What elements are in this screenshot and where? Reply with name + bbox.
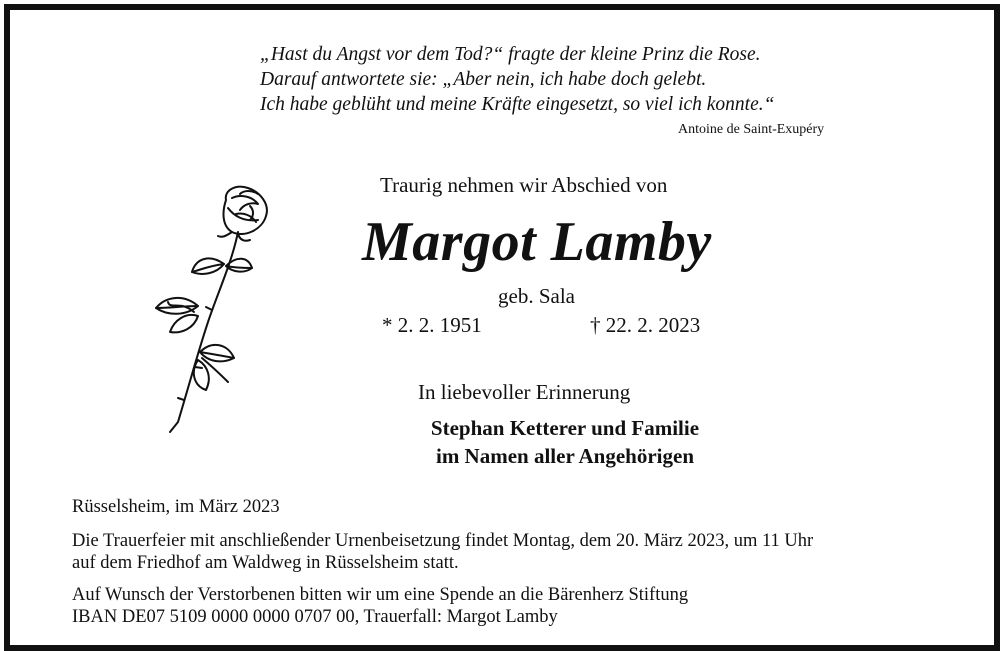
- deceased-name: Margot Lamby: [362, 211, 712, 273]
- funeral-info: [72, 530, 813, 574]
- quote-author: Antoine de Saint-Exupéry: [678, 122, 825, 137]
- birth-date: * 2. 2. 1951: [382, 313, 482, 337]
- rose-icon: [140, 182, 280, 442]
- mourner-line: im Namen aller Angehörigen: [435, 444, 694, 468]
- death-date: † 22. 2. 2023: [590, 313, 701, 337]
- quote-block: [260, 42, 900, 117]
- mourner-line: Stephan Ketterer und Familie: [430, 416, 700, 440]
- place-date: Rüsselsheim, im März 2023: [72, 497, 280, 517]
- farewell-intro: Traurig nehmen wir Abschied von: [380, 173, 668, 197]
- donation-line: Auf Wunsch der Verstorbenen bitten wir um eine Spende an die Bärenherz Stiftung: [72, 585, 689, 605]
- funeral-line: Die Trauerfeier mit anschließender Urnenbeisetzung findet Montag, dem 20. März 2023, um 11 Uhr: [72, 531, 814, 551]
- maiden-name: geb. Sala: [498, 284, 575, 308]
- quote-line: „Hast du Angst vor dem Tod?“ fragte der kleine Prinz die Rose.: [260, 44, 761, 65]
- obituary-notice: [4, 4, 1000, 651]
- memory-intro: In liebevoller Erinnerung: [418, 380, 631, 404]
- quote-line: Darauf antwortete sie: „Aber nein, ich habe doch gelebt.: [260, 69, 707, 90]
- donation-line: IBAN DE07 5109 0000 0000 0707 00, Trauerfall: Margot Lamby: [72, 607, 558, 627]
- quote-line: Ich habe geblüht und meine Kräfte eingesetzt, so viel ich konnte.“: [260, 94, 775, 115]
- funeral-line: auf dem Friedhof am Waldweg in Rüsselsheim statt.: [72, 553, 459, 573]
- donation-info: [72, 584, 688, 628]
